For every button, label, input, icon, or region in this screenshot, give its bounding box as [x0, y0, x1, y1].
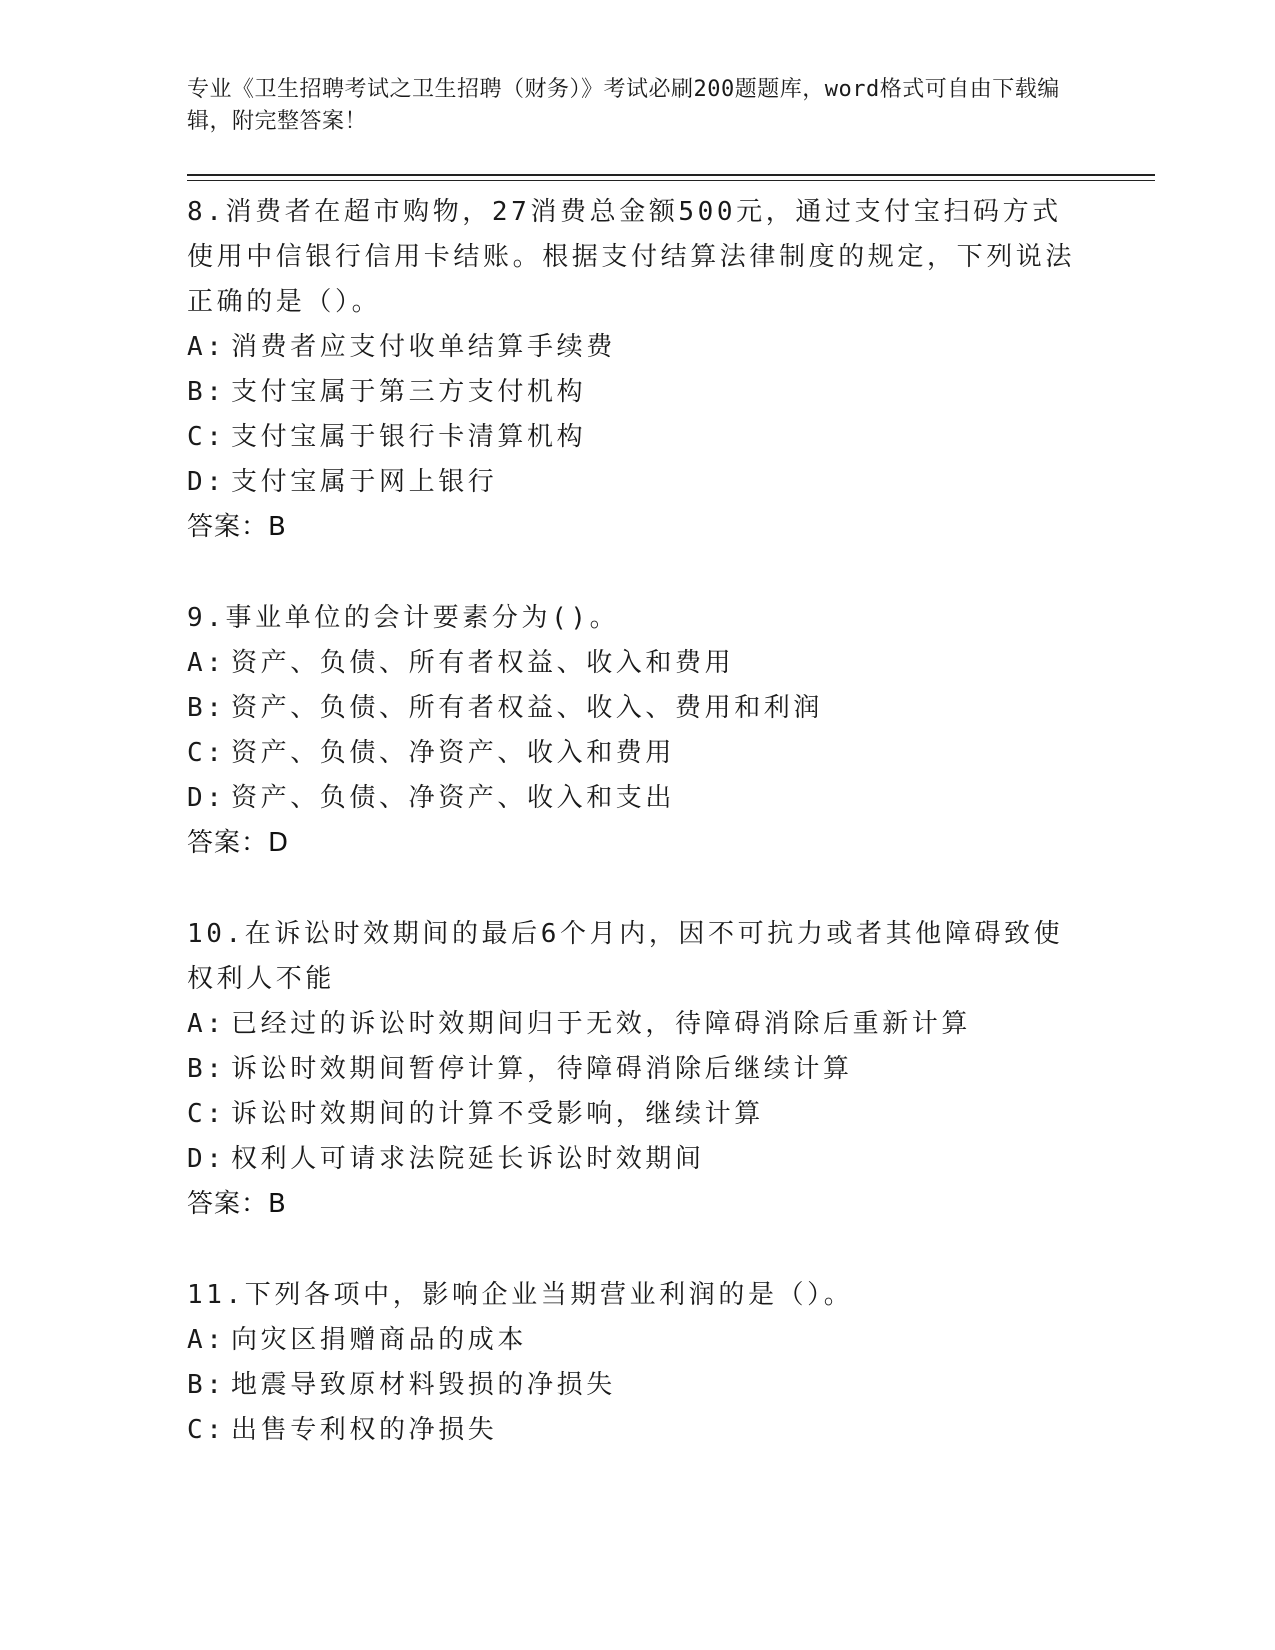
answer-line: 答案：B: [187, 512, 287, 542]
option-text: 已经过的诉讼时效期间归于无效，待障碍消除后重新计算: [231, 1009, 972, 1039]
option-text: 权利人可请求法院延长诉讼时效期间: [231, 1144, 705, 1174]
option-key: C:: [187, 422, 226, 452]
option-d: [187, 776, 1087, 821]
option-c: [187, 1092, 1087, 1137]
option-key: C:: [187, 1415, 226, 1445]
option-b: [187, 370, 1087, 415]
option-key: A:: [187, 1009, 226, 1039]
question-stem: 8.消费者在超市购物，27消费总金额500元，通过支付宝扫码方式使用中信银行信用卡结账。根据支付结算法律制度的规定，下列说法正确的是（）。: [187, 197, 1076, 317]
option-d: [187, 460, 1087, 505]
option-c: [187, 415, 1087, 460]
header-rule-thin: [187, 180, 1155, 181]
option-key: A:: [187, 648, 226, 678]
option-c: [187, 1408, 1087, 1453]
question-list: [187, 190, 1087, 1499]
question-8: [187, 190, 1087, 550]
option-key: A:: [187, 332, 226, 362]
option-text: 支付宝属于银行卡清算机构: [231, 422, 587, 452]
option-text: 支付宝属于网上银行: [231, 467, 498, 497]
option-key: B:: [187, 1370, 226, 1400]
option-text: 向灾区捐赠商品的成本: [231, 1325, 528, 1355]
option-key: C:: [187, 738, 226, 768]
answer-line: 答案：D: [187, 828, 290, 858]
question-stem: 10.在诉讼时效期间的最后6个月内，因不可抗力或者其他障碍致使权利人不能: [187, 919, 1064, 994]
option-text: 地震导致原材料毁损的净损失: [231, 1370, 616, 1400]
question-9: [187, 596, 1087, 866]
option-key: D:: [187, 467, 226, 497]
option-a: [187, 325, 1087, 370]
option-key: D:: [187, 1144, 226, 1174]
question-10: [187, 912, 1087, 1227]
option-key: A:: [187, 1325, 226, 1355]
option-text: 资产、负债、所有者权益、收入、费用和利润: [231, 693, 824, 723]
option-text: 支付宝属于第三方支付机构: [231, 377, 587, 407]
answer-line: 答案：B: [187, 1189, 287, 1219]
question-11: [187, 1273, 1087, 1453]
option-text: 资产、负债、净资产、收入和费用: [231, 738, 676, 768]
option-c: [187, 731, 1087, 776]
option-a: [187, 641, 1087, 686]
option-text: 资产、负债、所有者权益、收入和费用: [231, 648, 735, 678]
option-text: 诉讼时效期间的计算不受影响，继续计算: [231, 1099, 764, 1129]
option-key: C:: [187, 1099, 226, 1129]
option-text: 诉讼时效期间暂停计算，待障碍消除后继续计算: [231, 1054, 853, 1084]
option-d: [187, 1137, 1087, 1182]
option-text: 出售专利权的净损失: [231, 1415, 498, 1445]
option-key: B:: [187, 1054, 226, 1084]
option-b: [187, 686, 1087, 731]
question-stem: 9.事业单位的会计要素分为()。: [187, 603, 620, 633]
header-rule-thick: [187, 174, 1155, 176]
option-b: [187, 1047, 1087, 1092]
option-a: [187, 1002, 1087, 1047]
option-a: [187, 1318, 1087, 1363]
option-b: [187, 1363, 1087, 1408]
document-header: 专业《卫生招聘考试之卫生招聘（财务）》考试必刷200题题库，word格式可自由下载编辑，附完整答案！: [187, 77, 1060, 134]
option-key: B:: [187, 377, 226, 407]
option-key: B:: [187, 693, 226, 723]
option-text: 资产、负债、净资产、收入和支出: [231, 783, 676, 813]
option-key: D:: [187, 783, 226, 813]
option-text: 消费者应支付收单结算手续费: [231, 332, 616, 362]
question-stem: 11.下列各项中，影响企业当期营业利润的是（）。: [187, 1280, 854, 1310]
